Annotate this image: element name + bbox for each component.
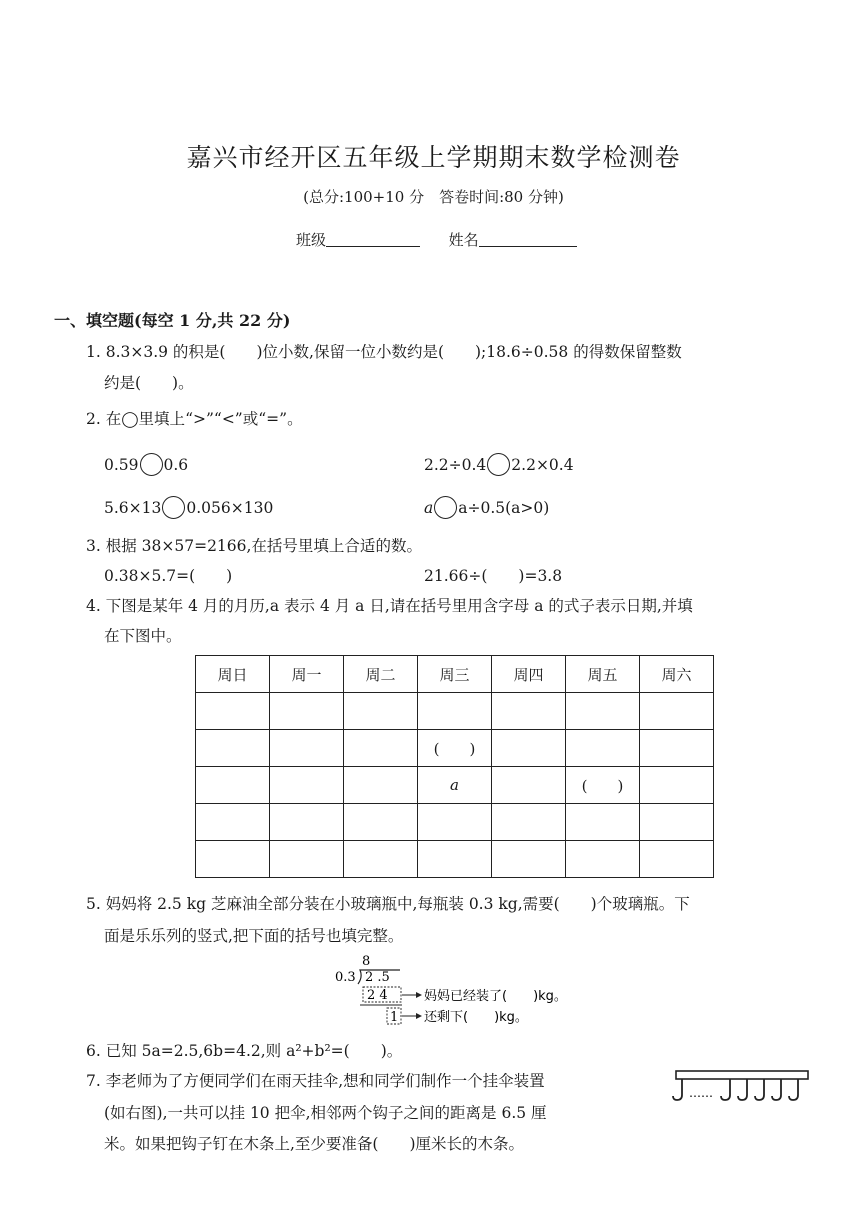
calendar-cell [270,730,344,767]
q6-text: 6. 已知 5a=2.5,6b=4.2,则 a²+b²=( )。 [86,1042,403,1060]
calendar-cell [492,841,566,878]
calendar-cell [270,841,344,878]
arrow-head [416,1013,422,1019]
calendar-cell [492,804,566,841]
calendar-cell [492,767,566,804]
section-title: 一、填空题(每空 1 分,共 22 分) [54,311,291,330]
q1-line1: 1. 8.3×3.9 的积是( )位小数,保留一位小数约是( );18.6÷0.58 的得数保留整数 [86,343,682,361]
calendar-header-cell: 周三 [418,656,492,693]
calendar-cell [566,841,640,878]
page-title: 嘉兴市经开区五年级上学期期末数学检测卷 [186,143,681,172]
q2b-right: 2.2×0.4 [511,456,574,474]
q7-line3: 米。如果把钩子钉在木条上,至少要准备( )厘米长的木条。 [104,1135,525,1153]
compare-circle[interactable] [140,453,163,476]
calendar-cell-a: a [418,767,492,804]
division-dividend: 2 .5 [365,970,390,985]
q2a-left: 0.59 [104,456,139,474]
q2d-left: a [424,499,434,517]
compare-circle[interactable] [434,496,457,519]
calendar-header-cell: 周五 [566,656,640,693]
compare-circle[interactable] [487,453,510,476]
class-blank[interactable] [326,246,420,247]
calendar-cell [344,767,418,804]
q7-line2: (如右图),一共可以挂 10 把伞,相邻两个钩子之间的距离是 6.5 厘 [104,1104,547,1122]
q1-line2: 约是( )。 [104,374,194,392]
calendar-cell [492,730,566,767]
calendar-table [195,655,714,878]
calendar-answer-cell[interactable]: ( ) [418,730,492,767]
calendar-cell [640,767,714,804]
hook-dots: …… [689,1086,713,1100]
calendar-cell [270,767,344,804]
calendar-cell [196,804,270,841]
calendar-header-cell: 周四 [492,656,566,693]
q3-item-a: 0.38×5.7=( ) [104,567,233,585]
calendar-cell [566,693,640,730]
calendar-cell [418,693,492,730]
calendar-cell [566,804,640,841]
q2-item-c [104,496,273,519]
calendar-cell [640,730,714,767]
q3-stem: 3. 根据 38×57=2166,在括号里填上合适的数。 [86,537,422,555]
calendar-row [196,804,714,841]
calendar-cell [418,804,492,841]
name-label: 姓名 [448,231,479,249]
division-quotient: 8 [362,954,371,969]
calendar-cell [196,841,270,878]
calendar-row [196,767,714,804]
calendar-header-row [196,656,714,693]
q2-item-d [424,496,549,519]
q4-line2: 在下图中。 [104,627,182,645]
division-remainder: 1 [390,1010,399,1025]
arrow-head [416,992,422,998]
page-subtitle: (总分:100+10 分 答卷时间:80 分钟) [303,188,564,206]
calendar-header-cell: 周一 [270,656,344,693]
q2c-left: 5.6×13 [104,499,162,517]
hook-icon [673,1079,682,1100]
division-divisor: 0.3 [335,970,356,985]
hook-icon [721,1079,730,1100]
calendar-answer-cell[interactable]: ( ) [566,767,640,804]
calendar-row [196,693,714,730]
q5-line2: 面是乐乐列的竖式,把下面的括号也填完整。 [104,927,404,945]
long-division-figure [330,950,610,1032]
umbrella-hook-figure [672,1069,812,1111]
calendar-cell [196,693,270,730]
student-info [296,229,577,250]
q2-stem: 2. 在◯里填上“>”“<”或“=”。 [86,410,303,428]
q2b-left: 2.2÷0.4 [424,456,487,474]
q3-item-b: 21.66÷( )=3.8 [424,567,563,585]
q2-item-b [424,453,574,476]
hook-icon [789,1079,798,1100]
q7-line1: 7. 李老师为了方便同学们在雨天挂伞,想和同学们制作一个挂伞装置 [86,1072,545,1090]
calendar-cell [418,841,492,878]
hook-icon [772,1079,781,1100]
calendar-cell [640,693,714,730]
wooden-bar [676,1071,808,1079]
q2c-right: 0.056×130 [186,499,274,517]
q4-line1: 4. 下图是某年 4 月的月历,a 表示 4 月 a 日,请在括号里用含字母 a 的式子表示日期,并填 [86,597,693,615]
class-label: 班级 [296,231,327,249]
calendar-header-cell: 周六 [640,656,714,693]
division-product: 2 4 [367,988,388,1003]
hook-icon [738,1079,747,1100]
q2-item-a [104,453,188,476]
calendar-cell [640,841,714,878]
calendar-cell [566,730,640,767]
calendar-cell [196,730,270,767]
compare-circle[interactable] [162,496,185,519]
calendar-header-cell: 周二 [344,656,418,693]
name-blank[interactable] [479,246,577,247]
calendar-cell [196,767,270,804]
calendar-row [196,730,714,767]
calendar-cell [344,693,418,730]
division-note1: 妈妈已经装了( )kg。 [424,989,567,1004]
calendar-cell [344,804,418,841]
calendar-header-cell: 周日 [196,656,270,693]
calendar-row [196,841,714,878]
hook-icon [755,1079,764,1100]
q5-line1: 5. 妈妈将 2.5 kg 芝麻油全部分装在小玻璃瓶中,每瓶装 0.3 kg,需要( )个玻璃瓶。下 [86,895,690,913]
calendar-cell [640,804,714,841]
calendar-cell [492,693,566,730]
calendar-cell [270,693,344,730]
calendar-cell [344,841,418,878]
q2d-right: a÷0.5(a>0) [458,499,550,517]
division-note2: 还剩下( )kg。 [424,1010,528,1025]
calendar-cell [270,804,344,841]
q2a-right: 0.6 [163,456,189,474]
calendar-cell [344,730,418,767]
